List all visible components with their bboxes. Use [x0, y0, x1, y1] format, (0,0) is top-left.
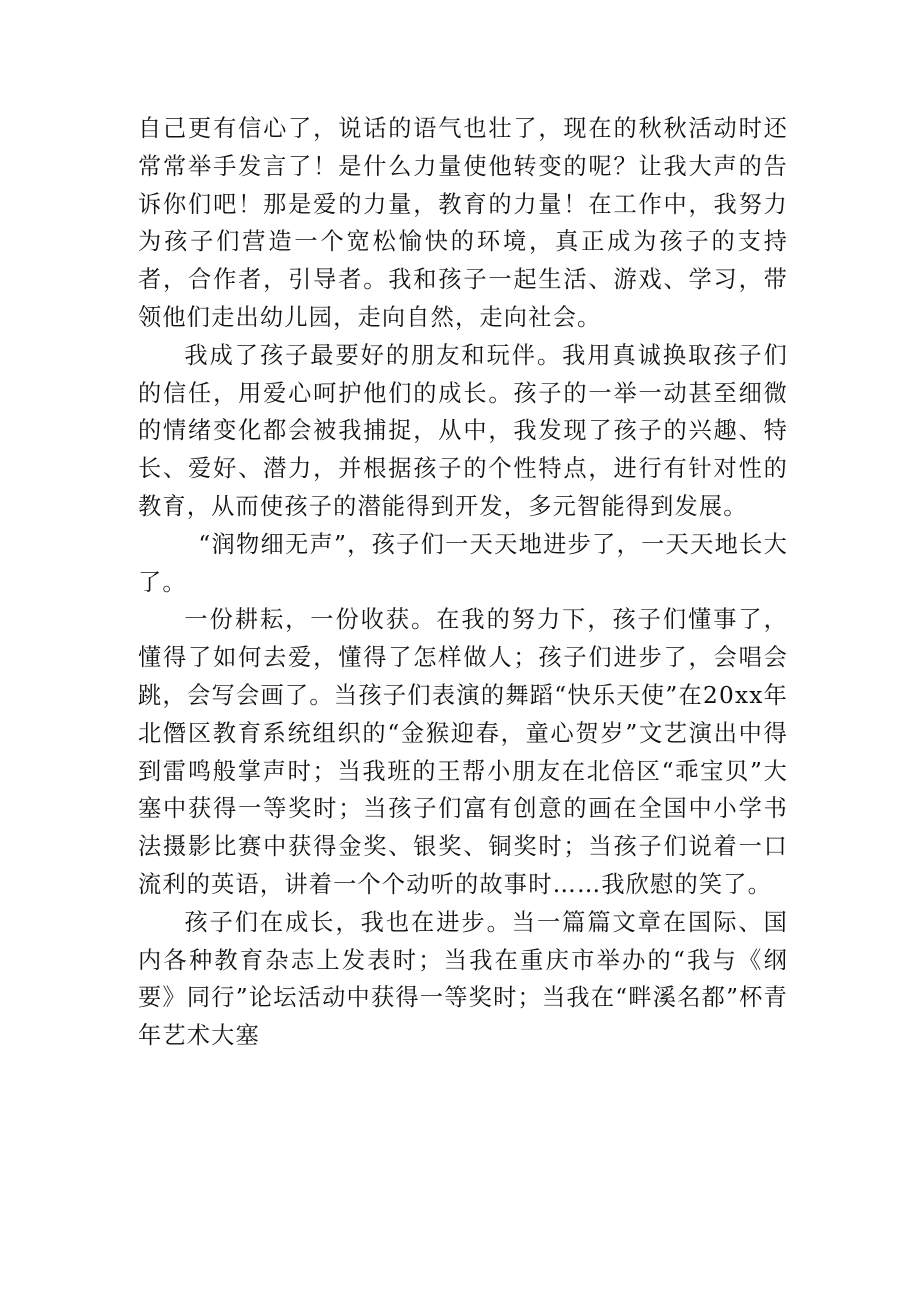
- paragraph-quote: “润物细无声”，孩子们一天天地进步了，一天天地长大了。: [138, 530, 788, 596]
- paragraph-progress: 孩子们在成长，我也在进步。当一篇篇文章在国际、国内各种教育杂志上发表时；当我在重庆市举办的“我与《纲要》同行”论坛活动中获得一等奖时；当我在“畔溪名都”杯青年艺术大塞: [138, 908, 788, 1050]
- paragraph-harvest: 一份耕耘，一份收获。在我的努力下，孩子们懂事了，懂得了如何去爱，懂得了怎样做人；孩子们进步了，会唱会跳，会写会画了。当孩子们表演的舞蹈“快乐天使”在20xx年北僭区教育系统组织的“金猴迎春，童心贺岁”文艺演出中得到雷鸣般掌声时；当我班的王帮小朋友在北倍区“乖宝贝”大塞中获得一等奖时；当孩子们富有创意的画在全国中小学书法摄影比赛中获得金奖、银奖、铜奖时；当孩子们说着一口流利的英语，讲着一个个动听的故事时……我欣慰的笑了。: [138, 606, 788, 898]
- document-body: [138, 110, 788, 1055]
- paragraph-friend-and-playmate: 我成了孩子最要好的朋友和玩伴。我用真诚换取孩子们的信任，用爱心呵护他们的成长。孩子的一举一动甚至细微的情绪变化都会被我捕捉，从中，我发现了孩子的兴趣、特长、爱好、潜力，并根据孩子的个性特点，进行有针对性的教育，从而使孩子的潜能得到开发，多元智能得到发展。: [138, 341, 788, 520]
- paragraph-continuation: 自己更有信心了，说话的语气也壮了，现在的秋秋活动时还常常举手发言了！是什么力量使他转变的呢？让我大声的告诉你们吧！那是爱的力量，教育的力量！在工作中，我努力为孩子们营造一个宽松愉快的环境，真正成为孩子的支持者，合作者，引导者。我和孩子一起生活、游戏、学习，带领他们走出幼儿园，走向自然，走向社会。: [138, 115, 788, 331]
